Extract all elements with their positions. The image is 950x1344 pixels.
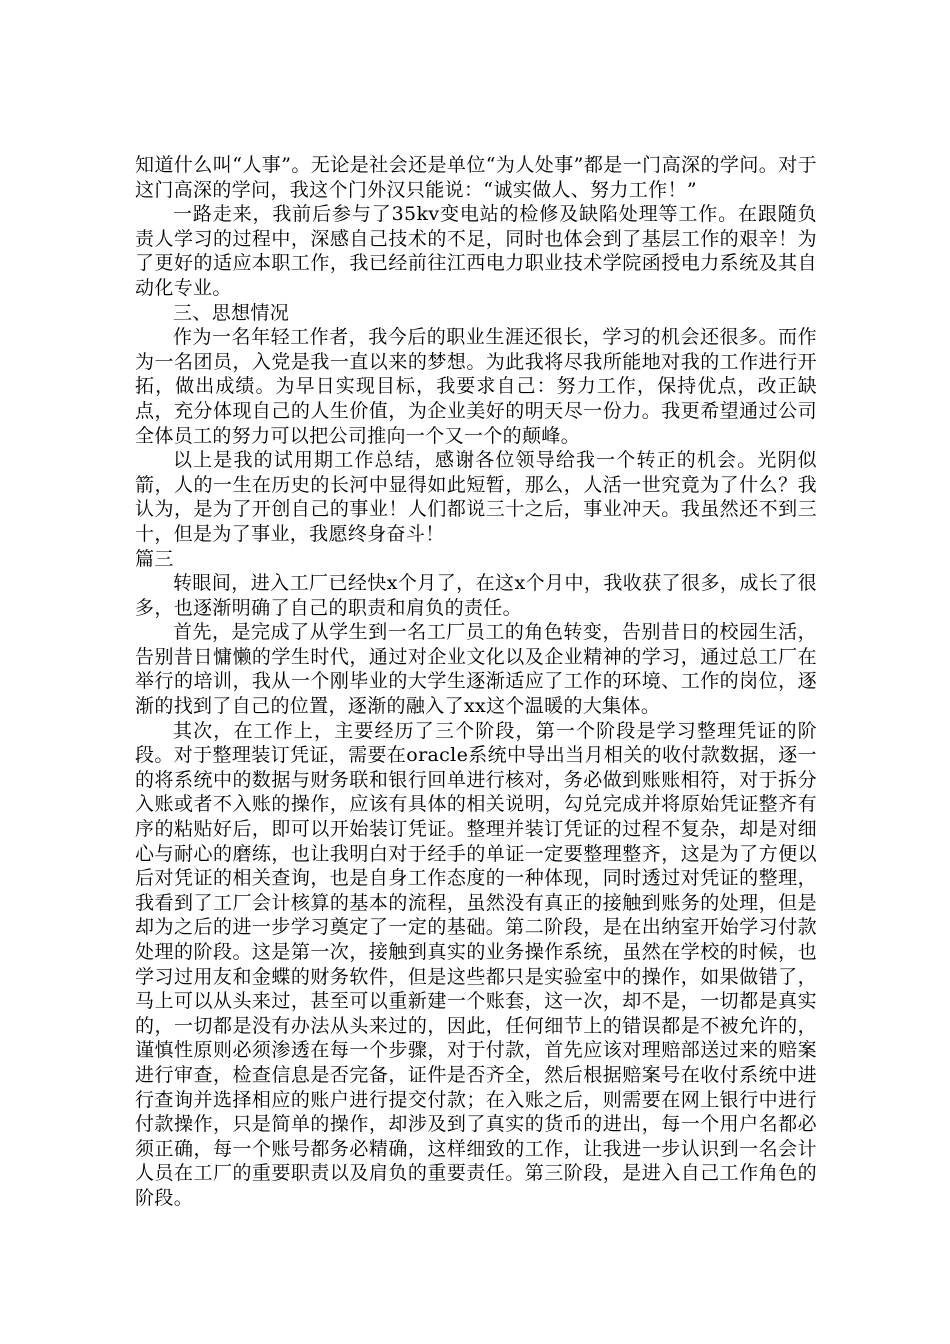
paragraph-1: 知道什么叫“人事”。无论是社会还是单位“为人处事”都是一门高深的学问。对于这门高深的学问，我这个门外汉只能说：“诚实做人、努力工作！” [135,154,817,201]
paragraph-6: 首先，是完成了从学生到一名工厂员工的角色转变，告别昔日的校园生活，告别昔日慵懒的学生时代，通过对企业文化以及企业精神的学习，通过总工厂在举行的培训，我从一个刚毕业的大学生逐渐适应了工作的环境、工作的岗位，逐渐的找到了自己的位置，逐渐的融入了xx这个温暖的大集体。 [135,621,817,718]
paragraph-7: 其次，在工作上，主要经历了三个阶段，第一个阶段是学习整理凭证的阶段。对于整理装订凭证，需要在oracle系统中导出当月相关的收付款数据，逐一的将系统中的数据与财务联和银行回单进行核对，务必做到账账相符，对于拆分入账或者不入账的操作，应该有具体的相关说明，勾兑完成并将原始凭证整齐有序的粘贴好后，即可以开始装订凭证。整理并装订凭证的过程不复杂，却是对细心与耐心的磨练，也让我明白对于经手的单证一定要整理整齐，这是为了方便以后对凭证的相关查询，也是自身工作态度的一种体现，同时透过对凭证的整理，我看到了工厂会计核算的基本的流程，虽然没有真正的接触到账务的处理，但是却为之后的进一步学习奠定了一定的基础。第二阶段，是在出纳室开始学习付款处理的阶段。这是第一次，接触到真实的业务操作系统，虽然在学校的时候，也学习过用友和金蝶的财务软件，但是这些都只是实验室中的操作，如果做错了，马上可以从头来过，甚至可以重新建一个账套，这一次，却不是，一切都是真实的，一切都是没有办法从头来过的，因此，任何细节上的错误都是不被允许的，谨慎性原则必须渗透在每一个步骤，对于付款，首先应该对理赔部送过来的赔案进行审查，检查信息是否完备，证件是否齐全，然后根据赔案号在收付系统中进行查询并选择相应的账户进行提交付款；在入账之后，则需要在网上银行中进行付款操作，只是简单的操作，却涉及到了真实的货币的进出，每一个用户名都必须正确，每一个账号都务必精确，这样细致的工作，让我进一步认识到一名会计人员在工厂的重要职责以及肩负的重要责任。第三阶段，是进入自己工作角色的阶段。 [135,719,817,1209]
document-body [135,153,817,1211]
paragraph-3: 作为一名年轻工作者，我今后的职业生涯还很长，学习的机会还很多。而作为一名团员，入党是我一直以来的梦想。为此我将尽我所能地对我的工作进行开拓，做出成绩。为早日实现目标，我要求自己：努力工作，保持优点，改正缺点，充分体现自己的人生价值，为企业美好的明天尽一份力。我更希望通过公司全体员工的努力可以把公司推向一个又一个的颠峰。 [135,326,817,447]
section-label-part-three: 篇三 [135,547,174,570]
paragraph-4: 以上是我的试用期工作总结，感谢各位领导给我一个转正的机会。光阴似箭，人的一生在历史的长河中显得如此短暂，那么，人活一世究竟为了什么？我认为，是为了开创自己的事业！人们都说三十之后，事业冲天。我虽然还不到三十，但是为了事业，我愿终身奋斗！ [135,449,817,545]
paragraph-2: 一路走来，我前后参与了35kv变电站的检修及缺陷处理等工作。在跟随负责人学习的过程中，深感自己技术的不足，同时也体会到了基层工作的艰辛！为了更好的适应本职工作，我已经前往江西电力职业技术学院函授电力系统及其自动化专业。 [135,203,817,299]
section-heading-thoughts: 三、思想情况 [173,301,290,324]
paragraph-5: 转眼间，进入工厂已经快x个月了，在这x个月中，我收获了很多，成长了很多，也逐渐明确了自己的职责和肩负的责任。 [135,572,817,619]
